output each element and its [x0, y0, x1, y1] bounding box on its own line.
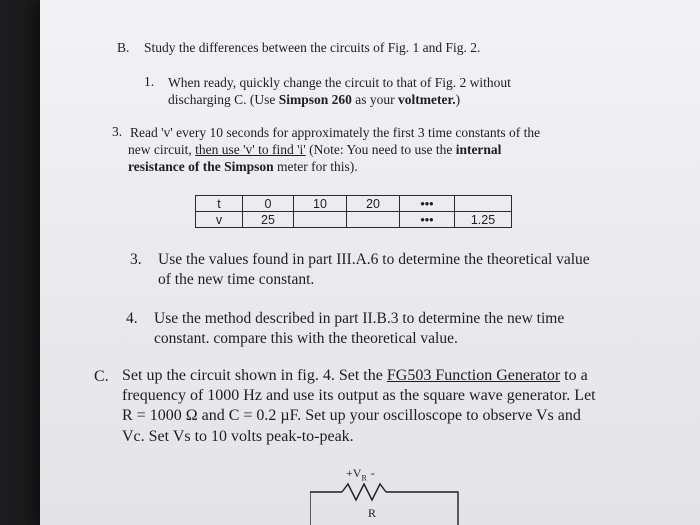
table-row-t: [196, 196, 512, 212]
item3a-line3: resistance of the Simpson meter for this).: [128, 159, 358, 174]
table-cell: 0: [243, 196, 294, 212]
item4-line2: constant. compare this with the theoretical value.: [154, 330, 458, 347]
section-b-heading: Study the differences between the circuits of Fig. 1 and Fig. 2.: [144, 40, 481, 55]
table-row-v: [196, 212, 512, 228]
table-cell: 25: [243, 212, 294, 228]
vr-label: $+V_R$ -: [346, 466, 375, 483]
table-cell: 20: [347, 196, 400, 212]
table-cell: •••: [400, 196, 455, 212]
table-cell: •••: [400, 212, 455, 228]
item1-number: 1.: [144, 74, 155, 89]
section-c-line1: Set up the circuit shown in fig. 4. Set the FG503 Function Generator to a: [122, 367, 588, 384]
item3b-line1: Use the values found in part III.A.6 to determine the theoretical value: [158, 251, 590, 268]
table-cell: [294, 212, 347, 228]
resistor-symbol: [342, 484, 386, 500]
v-t-table: [195, 195, 512, 228]
section-c-line2: frequency of 1000 Hz and use its output as the square wave generator. Let: [122, 387, 596, 404]
item3a-number: 3.: [112, 124, 123, 139]
item4-line1: Use the method described in part II.B.3 to determine the new time: [154, 310, 565, 327]
section-c-letter: C.: [94, 368, 109, 385]
item4-number: 4.: [126, 310, 138, 327]
item1-line2: discharging C. (Use Simpson 260 as your voltmeter.): [168, 92, 461, 107]
wire-right: [386, 492, 458, 525]
table-cell: [347, 212, 400, 228]
wire-left: [310, 492, 342, 525]
circuit-diagram: [310, 462, 470, 525]
paper-page: [40, 0, 700, 525]
section-c-line4: Vc. Set Vs to 10 volts peak-to-peak.: [122, 428, 354, 445]
table-cell: v: [196, 212, 243, 228]
item3a-line2: new circuit, then use 'v' to find 'i' (Note: You need to use the internal: [128, 142, 502, 157]
table-cell: 10: [294, 196, 347, 212]
resistor-label: R: [368, 506, 377, 520]
item3b-line2: of the new time constant.: [158, 271, 315, 288]
section-b-letter: B.: [117, 40, 130, 55]
item1-line1: When ready, quickly change the circuit to that of Fig. 2 without: [168, 75, 511, 90]
table-cell: 1.25: [455, 212, 512, 228]
item3b-number: 3.: [130, 251, 142, 268]
section-c-line3: R = 1000 Ω and C = 0.2 µF. Set up your oscilloscope to observe Vs and: [122, 407, 581, 424]
table-cell: [455, 196, 512, 212]
item3a-line1: Read 'v' every 10 seconds for approximately the first 3 time constants of the: [130, 125, 541, 140]
table-cell: t: [196, 196, 243, 212]
